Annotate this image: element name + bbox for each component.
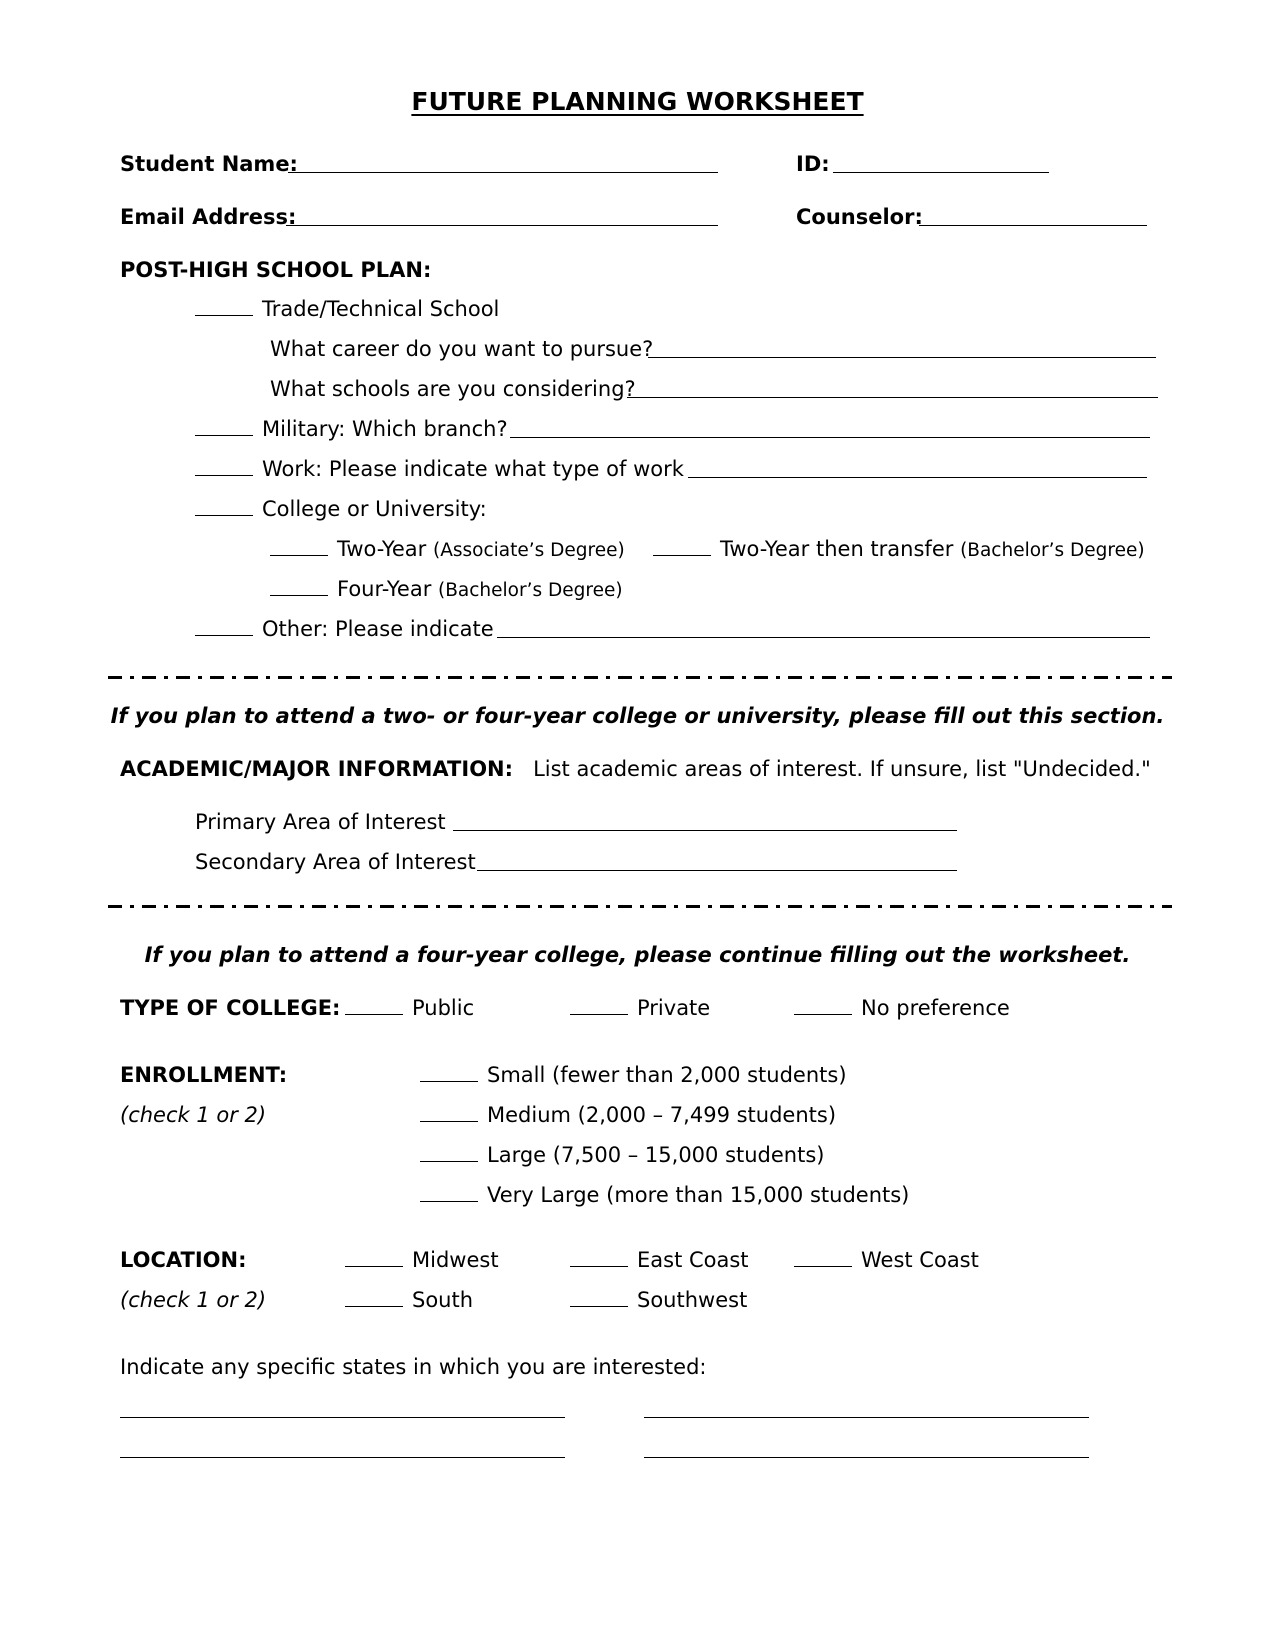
very-large-checkbox[interactable] bbox=[420, 1201, 478, 1202]
work-label: Work: Please indicate what type of work bbox=[262, 457, 684, 481]
private-label: Private bbox=[637, 996, 711, 1020]
very-large-label: Very Large (more than 15,000 students) bbox=[487, 1183, 910, 1207]
four-year-checkbox[interactable] bbox=[270, 595, 328, 596]
southwest-option[interactable] bbox=[570, 1290, 747, 1311]
west-coast-label: West Coast bbox=[861, 1248, 979, 1272]
other-field[interactable] bbox=[497, 637, 1150, 638]
two-year-label: Two-Year bbox=[337, 537, 427, 561]
other-checkbox[interactable] bbox=[195, 635, 253, 636]
counselor-label: Counselor: bbox=[796, 205, 923, 229]
career-field[interactable] bbox=[648, 357, 1156, 358]
south-label: South bbox=[412, 1288, 474, 1312]
southwest-label: Southwest bbox=[637, 1288, 748, 1312]
public-label: Public bbox=[412, 996, 475, 1020]
id-field[interactable] bbox=[833, 172, 1049, 173]
private-option[interactable] bbox=[570, 998, 710, 1019]
section-divider bbox=[108, 676, 1172, 679]
private-checkbox[interactable] bbox=[570, 1014, 628, 1015]
military-checkbox[interactable] bbox=[195, 435, 253, 436]
schools-field[interactable] bbox=[627, 397, 1158, 398]
email-field[interactable] bbox=[286, 225, 718, 226]
two-year-checkbox[interactable] bbox=[270, 555, 328, 556]
college-label: College or University: bbox=[262, 497, 487, 521]
midwest-option[interactable] bbox=[345, 1250, 499, 1271]
midwest-label: Midwest bbox=[412, 1248, 499, 1272]
east-coast-checkbox[interactable] bbox=[570, 1266, 628, 1267]
four-year-option[interactable] bbox=[270, 579, 623, 601]
state-field-1[interactable] bbox=[120, 1417, 565, 1418]
academic-row bbox=[120, 759, 1151, 780]
location-note: (check 1 or 2) bbox=[120, 1288, 267, 1312]
southwest-checkbox[interactable] bbox=[570, 1306, 628, 1307]
id-label: ID: bbox=[796, 152, 830, 176]
student-name-label: Student Name: bbox=[120, 152, 298, 176]
location-heading: LOCATION: bbox=[120, 1248, 247, 1272]
medium-checkbox[interactable] bbox=[420, 1121, 478, 1122]
work-field[interactable] bbox=[688, 477, 1147, 478]
large-label: Large (7,500 – 15,000 students) bbox=[487, 1143, 825, 1167]
post-hs-heading: POST-HIGH SCHOOL PLAN: bbox=[120, 258, 432, 282]
four-year-label: Four-Year bbox=[337, 577, 432, 601]
large-option[interactable] bbox=[420, 1145, 825, 1166]
email-label: Email Address: bbox=[120, 205, 297, 229]
trade-option[interactable] bbox=[195, 299, 499, 320]
primary-interest-field[interactable] bbox=[453, 830, 957, 831]
no-preference-option[interactable] bbox=[794, 998, 1010, 1019]
schools-question: What schools are you considering? bbox=[270, 377, 636, 401]
primary-interest-label: Primary Area of Interest bbox=[195, 810, 446, 834]
college-type-heading: TYPE OF COLLEGE: bbox=[120, 996, 341, 1020]
south-checkbox[interactable] bbox=[345, 1306, 403, 1307]
other-label: Other: Please indicate bbox=[262, 617, 494, 641]
counselor-field[interactable] bbox=[919, 225, 1147, 226]
work-checkbox[interactable] bbox=[195, 475, 253, 476]
student-name-field[interactable] bbox=[288, 172, 718, 173]
work-option[interactable] bbox=[195, 459, 684, 480]
two-year-option[interactable] bbox=[270, 539, 625, 561]
state-field-4[interactable] bbox=[644, 1457, 1089, 1458]
state-field-3[interactable] bbox=[120, 1457, 565, 1458]
academic-intro: If you plan to attend a two- or four-year college or university, please fill out this section. bbox=[110, 704, 1165, 728]
west-coast-checkbox[interactable] bbox=[794, 1266, 852, 1267]
secondary-interest-field[interactable] bbox=[477, 870, 957, 871]
small-checkbox[interactable] bbox=[420, 1081, 478, 1082]
career-question: What career do you want to pursue? bbox=[270, 337, 654, 361]
small-label: Small (fewer than 2,000 students) bbox=[487, 1063, 847, 1087]
two-year-note: (Associate’s Degree) bbox=[433, 540, 625, 561]
public-checkbox[interactable] bbox=[345, 1014, 403, 1015]
academic-heading: ACADEMIC/MAJOR INFORMATION: bbox=[120, 757, 514, 781]
trade-label: Trade/Technical School bbox=[262, 297, 500, 321]
large-checkbox[interactable] bbox=[420, 1161, 478, 1162]
east-coast-label: East Coast bbox=[637, 1248, 749, 1272]
midwest-checkbox[interactable] bbox=[345, 1266, 403, 1267]
east-coast-option[interactable] bbox=[570, 1250, 749, 1271]
military-option[interactable] bbox=[195, 419, 508, 440]
academic-instructions: List academic areas of interest. If unsure, list "Undecided." bbox=[533, 757, 1151, 781]
military-label: Military: Which branch? bbox=[262, 417, 508, 441]
west-coast-option[interactable] bbox=[794, 1250, 979, 1271]
trade-checkbox[interactable] bbox=[195, 315, 253, 316]
secondary-interest-label: Secondary Area of Interest bbox=[195, 850, 476, 874]
south-option[interactable] bbox=[345, 1290, 473, 1311]
section-divider-2 bbox=[108, 905, 1172, 908]
state-field-2[interactable] bbox=[644, 1417, 1089, 1418]
college-checkbox[interactable] bbox=[195, 515, 253, 516]
military-field[interactable] bbox=[510, 437, 1150, 438]
college-option[interactable] bbox=[195, 499, 487, 520]
two-year-transfer-note: (Bachelor’s Degree) bbox=[960, 540, 1145, 561]
medium-option[interactable] bbox=[420, 1105, 836, 1126]
two-year-transfer-option[interactable] bbox=[653, 539, 1145, 561]
two-year-transfer-label: Two-Year then transfer bbox=[720, 537, 954, 561]
very-large-option[interactable] bbox=[420, 1185, 909, 1206]
no-preference-checkbox[interactable] bbox=[794, 1014, 852, 1015]
states-prompt: Indicate any specific states in which you are interested: bbox=[120, 1355, 707, 1379]
enrollment-note: (check 1 or 2) bbox=[120, 1103, 267, 1127]
small-option[interactable] bbox=[420, 1065, 847, 1086]
public-option[interactable] bbox=[345, 998, 474, 1019]
enrollment-heading: ENROLLMENT: bbox=[120, 1063, 288, 1087]
two-year-transfer-checkbox[interactable] bbox=[653, 555, 711, 556]
medium-label: Medium (2,000 – 7,499 students) bbox=[487, 1103, 837, 1127]
four-year-note: (Bachelor’s Degree) bbox=[438, 580, 623, 601]
four-year-intro: If you plan to attend a four-year college, please continue filling out the worksheet. bbox=[144, 943, 1131, 967]
no-preference-label: No preference bbox=[861, 996, 1010, 1020]
page-title: FUTURE PLANNING WORKSHEET bbox=[411, 87, 864, 116]
other-option[interactable] bbox=[195, 619, 494, 640]
